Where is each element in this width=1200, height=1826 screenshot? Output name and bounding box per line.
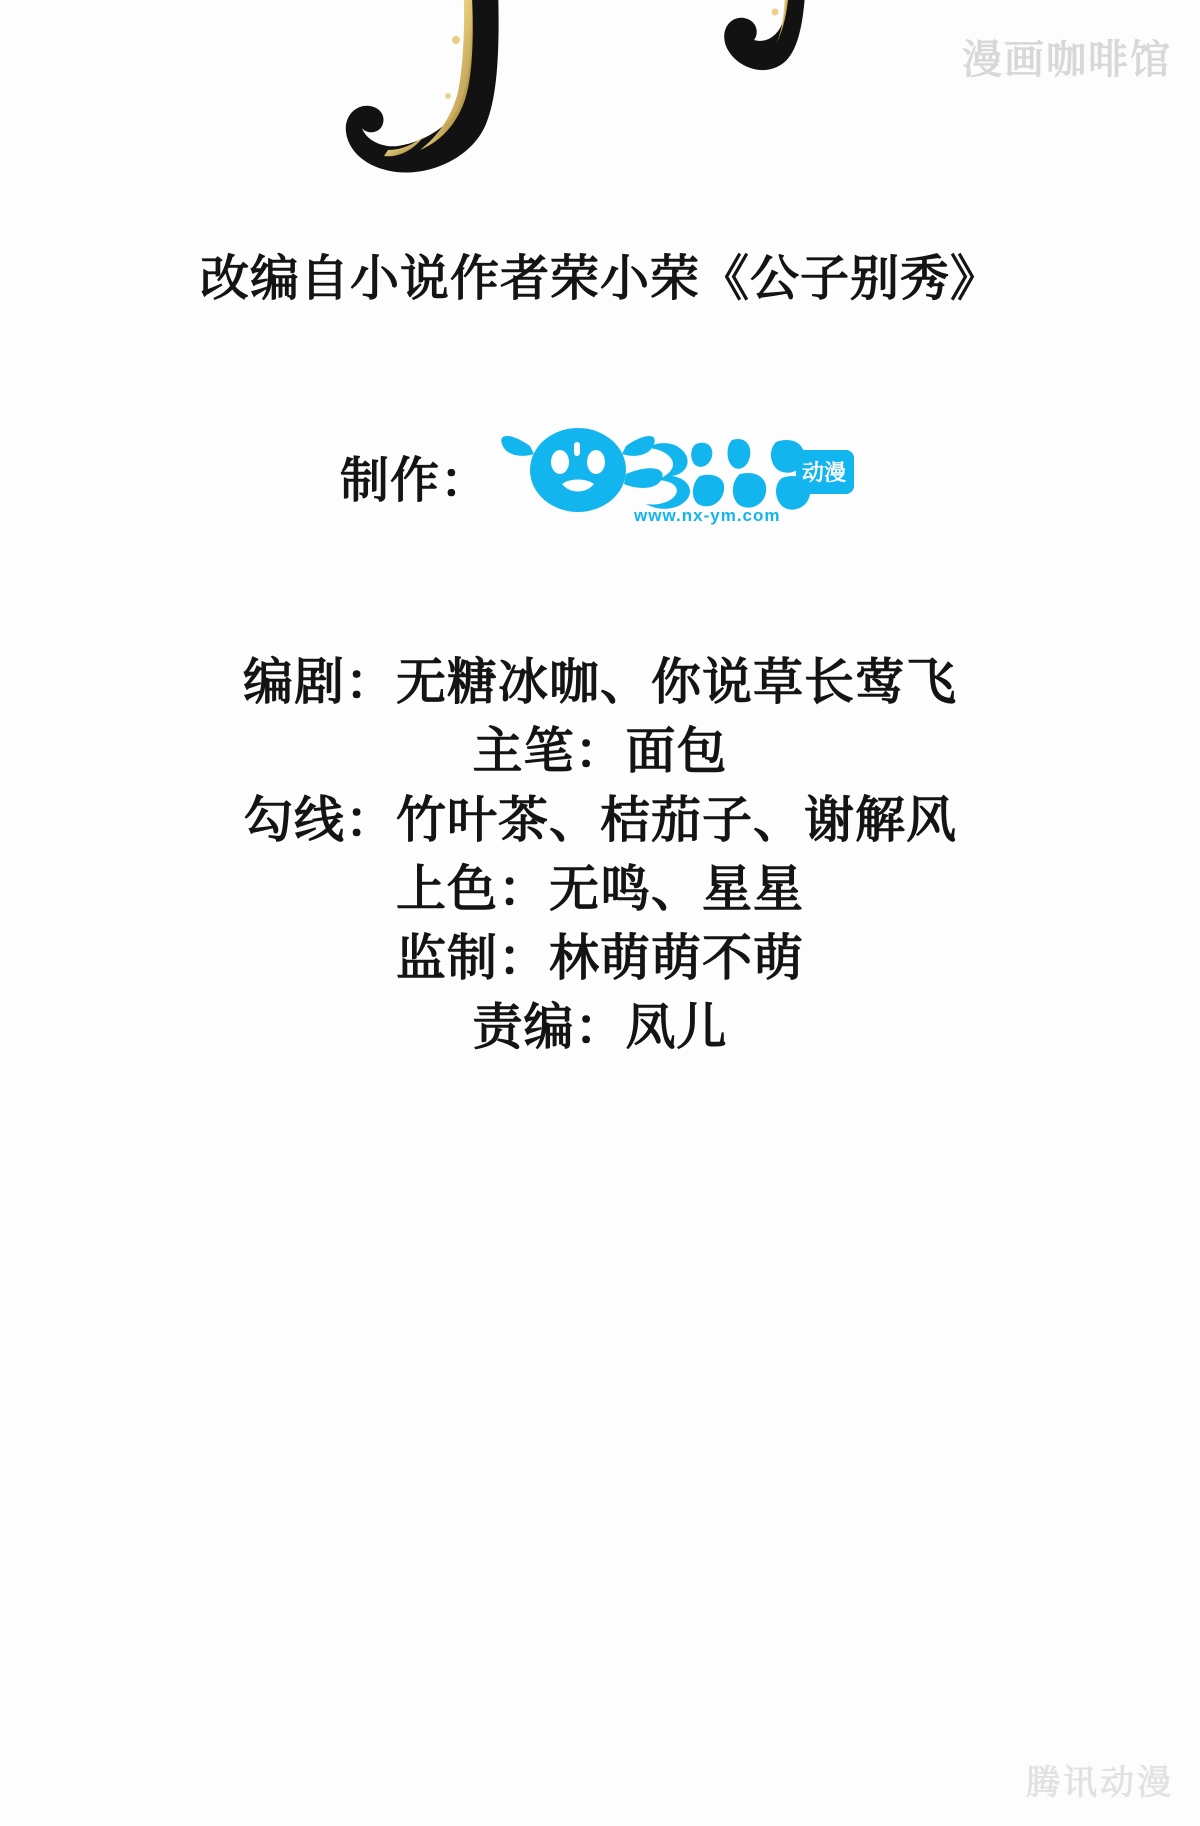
producer-row — [0, 418, 1200, 536]
adapted-from-line: 改编自小说作者荣小荣《公子别秀》 — [199, 252, 1000, 306]
watermark-bottom: 腾讯动漫 — [1026, 1764, 1174, 1802]
credits-block — [0, 240, 1200, 1062]
studio-logo — [500, 418, 860, 536]
studio-logo-url: www.nx-ym.com — [634, 506, 781, 525]
svg-text:动漫: 动漫 — [802, 460, 847, 485]
watermark-top: 漫画咖啡馆 — [962, 38, 1172, 82]
staff-line-lead-artist: 主笔：面包 — [472, 723, 728, 779]
staff-line-colorist: 上色：无鸣、星星 — [396, 861, 804, 917]
staff-line-supervisor: 监制：林萌萌不萌 — [396, 930, 804, 986]
producer-label: 制作： — [339, 454, 490, 508]
staff-list — [0, 648, 1200, 1062]
staff-line-editor: 责编：凤儿 — [472, 999, 728, 1055]
staff-line-screenwriter: 编剧：无糖冰咖、你说草长莺飞 — [243, 654, 957, 710]
staff-line-lineart: 勾线：竹叶茶、桔茄子、谢解风 — [243, 792, 957, 848]
